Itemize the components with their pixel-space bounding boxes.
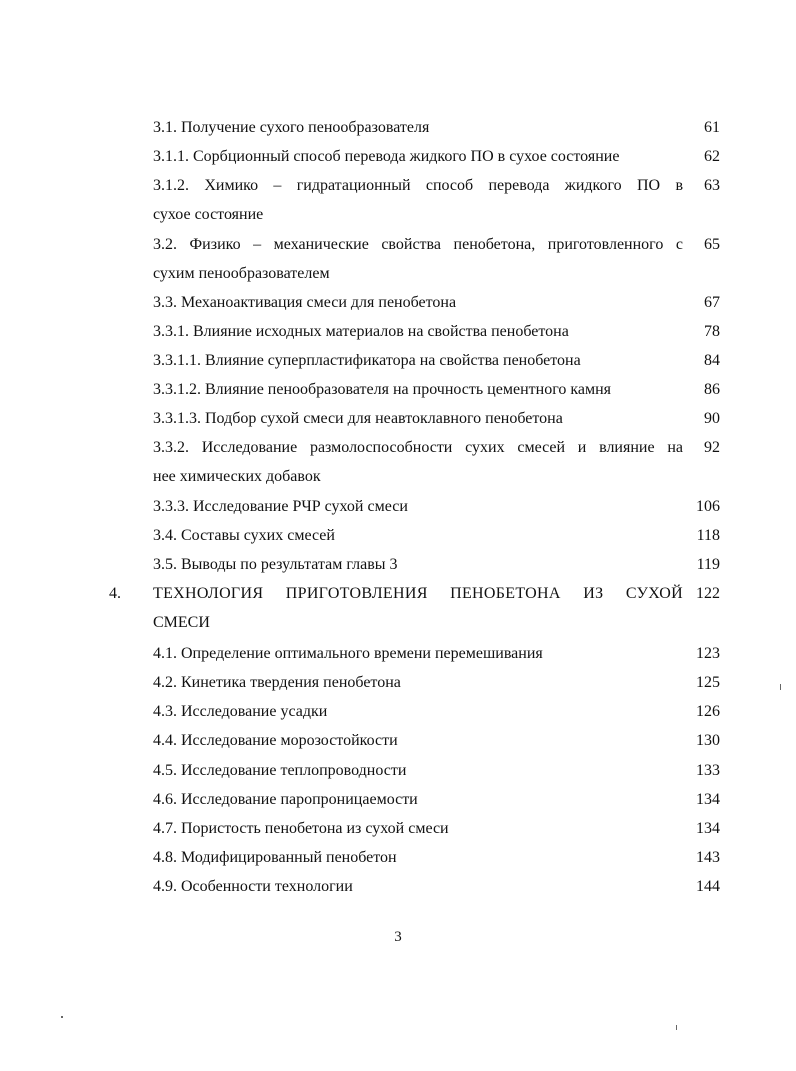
toc-page-number: 86 [704, 381, 720, 398]
toc-entry [0, 843, 796, 872]
toc-entry-title: ТЕХНОЛОГИЯ ПРИГОТОВЛЕНИЯ ПЕНОБЕТОНА ИЗ СУХОЙ [153, 585, 683, 602]
toc-entry [0, 404, 796, 433]
scan-speck [676, 1025, 677, 1030]
toc-page-number: 106 [696, 498, 720, 515]
toc-entry-title: 3.5. Выводы по результатам главы 3 [153, 556, 398, 573]
toc-entry [0, 492, 796, 521]
toc-page-number: 125 [696, 674, 720, 691]
toc-page-number: 84 [704, 352, 720, 369]
toc-entry [0, 785, 796, 814]
toc-entry-title: 4.8. Модифицированный пенобетон [153, 849, 397, 866]
toc-entry [0, 726, 796, 755]
toc-page-number: 144 [696, 878, 720, 895]
toc-entry-title: 4.3. Исследование усадки [153, 703, 328, 720]
toc-page-number: 126 [696, 703, 720, 720]
toc-page-number: 123 [696, 645, 720, 662]
toc-page-number: 65 [704, 236, 720, 253]
toc-entry-continuation: нее химических добавок [153, 468, 321, 485]
toc-page-number: 63 [704, 177, 720, 194]
toc-page-number: 143 [696, 849, 720, 866]
toc-entry [0, 288, 796, 317]
toc-entry-title: 4.6. Исследование паропроницаемости [153, 791, 418, 808]
scan-speck [61, 1016, 63, 1018]
toc-page-number: 78 [704, 323, 720, 340]
toc-page-number: 119 [696, 556, 720, 573]
toc-entry-continuation: сухим пенообразователем [153, 265, 330, 282]
page-number: 3 [394, 929, 402, 945]
toc-entry [0, 433, 796, 462]
toc-page-number: 61 [704, 119, 720, 136]
toc-page-number: 62 [704, 148, 720, 165]
toc-entry-title: 3.3.1.3. Подбор сухой смеси для неавтоклавного пенобетона [153, 410, 563, 427]
toc-page-number: 67 [704, 294, 720, 311]
toc-entry [0, 230, 796, 259]
toc-page-number: 122 [696, 585, 720, 602]
toc-entry-title: 4.5. Исследование теплопроводности [153, 762, 407, 779]
toc-entry-title: 3.1.2. Химико – гидратационный способ перевода жидкого ПО в [153, 177, 683, 194]
toc-entry-title: 3.3. Механоактивация смеси для пенобетона [153, 294, 457, 311]
toc-page-number: 118 [696, 527, 720, 544]
toc-entry [0, 171, 796, 200]
toc-entry [0, 814, 796, 843]
toc-page-number: 134 [696, 820, 720, 837]
toc-entry-title: 4.2. Кинетика твердения пенобетона [153, 674, 401, 691]
toc-entry-title: 3.1.1. Сорбционный способ перевода жидкого ПО в сухое состояние [153, 148, 620, 165]
toc-entry-title: 4.1. Определение оптимального времени перемешивания [153, 645, 543, 662]
toc-page-number: 133 [696, 762, 720, 779]
toc-entry [0, 521, 796, 550]
toc-entry [0, 639, 796, 668]
toc-page-number: 130 [696, 732, 720, 749]
toc-entry [0, 550, 796, 579]
scan-speck [780, 684, 781, 690]
toc-entry-title: 3.3.1. Влияние исходных материалов на свойства пенобетона [153, 323, 569, 340]
toc-entry-continuation: СМЕСИ [153, 614, 210, 631]
toc-entry [0, 142, 796, 171]
toc-entry-title: 3.3.3. Исследование РЧР сухой смеси [153, 498, 408, 515]
toc-entry [0, 375, 796, 404]
toc-entry-title: 4.9. Особенности технологии [153, 878, 353, 895]
toc-entry-title: 3.3.2. Исследование размолоспособности сухих смесей и влияние на [153, 439, 683, 456]
toc-entry [0, 346, 796, 375]
toc-chapter-number: 4. [109, 585, 121, 602]
toc-entry-continuation: сухое состояние [153, 206, 264, 223]
toc-entry-title: 4.4. Исследование морозостойкости [153, 732, 398, 749]
toc-page-number: 134 [696, 791, 720, 808]
toc-entry [0, 317, 796, 346]
toc-page-number: 90 [704, 410, 720, 427]
toc-entry-title: 3.1. Получение сухого пенообразователя [153, 119, 430, 136]
toc-page-number: 92 [704, 439, 720, 456]
toc-entry [0, 579, 796, 608]
toc-entry-title: 3.3.1.1. Влияние суперпластификатора на свойства пенобетона [153, 352, 581, 369]
toc-entry-title: 3.3.1.2. Влияние пенообразователя на прочность цементного камня [153, 381, 612, 398]
toc-entry-title: 3.2. Физико – механические свойства пенобетона, приготовленного с [153, 236, 683, 253]
toc-entry [0, 697, 796, 726]
toc-entry [0, 113, 796, 142]
toc-entry [0, 756, 796, 785]
toc-entry [0, 668, 796, 697]
toc-entry-title: 4.7. Пористость пенобетона из сухой смеси [153, 820, 449, 837]
toc-entry-title: 3.4. Составы сухих смесей [153, 527, 335, 544]
toc-entry [0, 872, 796, 901]
